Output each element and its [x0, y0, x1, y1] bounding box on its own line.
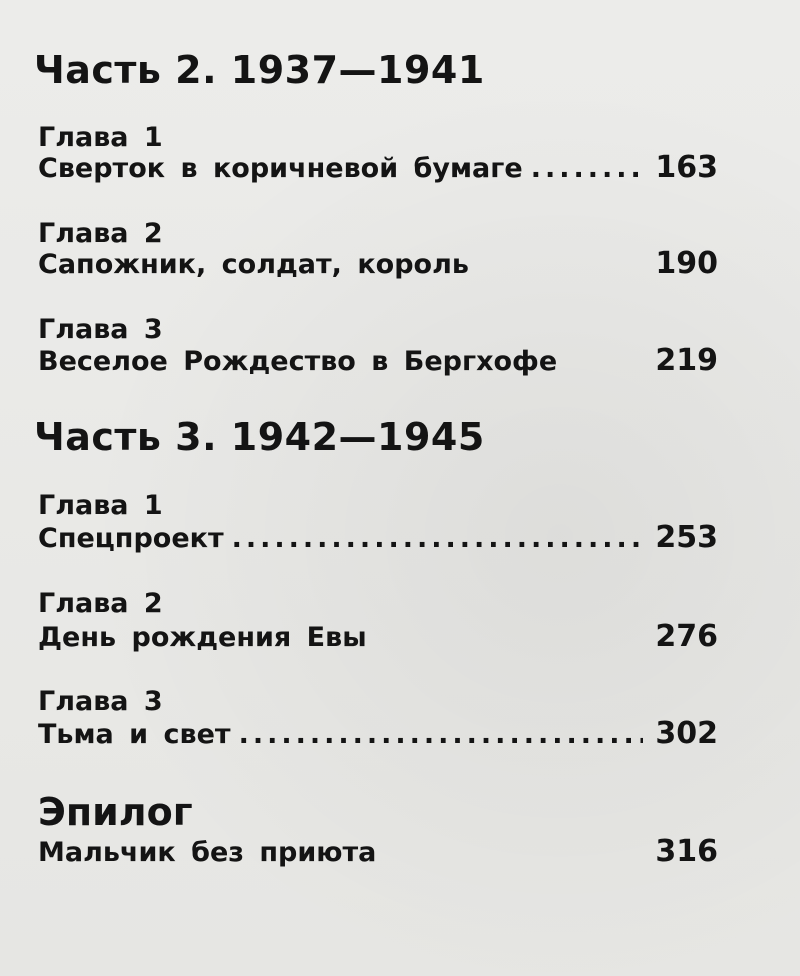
- chapter-label: Глава 1: [38, 490, 163, 521]
- page-number: 276: [655, 619, 718, 654]
- chapter-title: Веселое Рождество в Бергхофе: [38, 346, 558, 377]
- chapter-label: Глава 2: [38, 588, 163, 619]
- dot-leader: [531, 153, 644, 184]
- epilogue-heading: Эпилог: [38, 790, 193, 834]
- chapter-label: Глава 2: [38, 218, 163, 249]
- page-number: 219: [655, 343, 718, 378]
- part-heading: Часть 3. 1942—1945: [34, 415, 485, 459]
- page-number: 190: [655, 246, 718, 281]
- dot-leader: [232, 523, 644, 554]
- chapter-label: Глава 3: [38, 686, 163, 717]
- dot-leader: [239, 719, 644, 750]
- chapter-title: Тьма и свет: [38, 719, 231, 750]
- chapter-label: Глава 1: [38, 122, 163, 153]
- toc-entry: [38, 150, 718, 185]
- chapter-title: Сверток в коричневой бумаге: [38, 153, 523, 184]
- toc-entry: [38, 343, 718, 378]
- page-number: 163: [655, 150, 718, 185]
- page-number: 253: [655, 520, 718, 555]
- toc-entry: [38, 520, 718, 555]
- chapter-label: Глава 3: [38, 314, 163, 345]
- chapter-title: День рождения Евы: [38, 622, 367, 653]
- chapter-title: Сапожник, солдат, король: [38, 249, 469, 280]
- page-number: 316: [655, 834, 718, 869]
- epilogue-title: Мальчик без приюта: [38, 837, 377, 868]
- part-heading: Часть 2. 1937—1941: [34, 48, 485, 92]
- page-number: 302: [655, 716, 718, 751]
- toc-entry: [38, 246, 718, 281]
- bleed-through-decoration: [290, 180, 530, 230]
- toc-entry: [38, 716, 718, 751]
- chapter-title: Спецпроект: [38, 523, 224, 554]
- toc-entry: [38, 834, 718, 869]
- toc-entry: [38, 619, 718, 654]
